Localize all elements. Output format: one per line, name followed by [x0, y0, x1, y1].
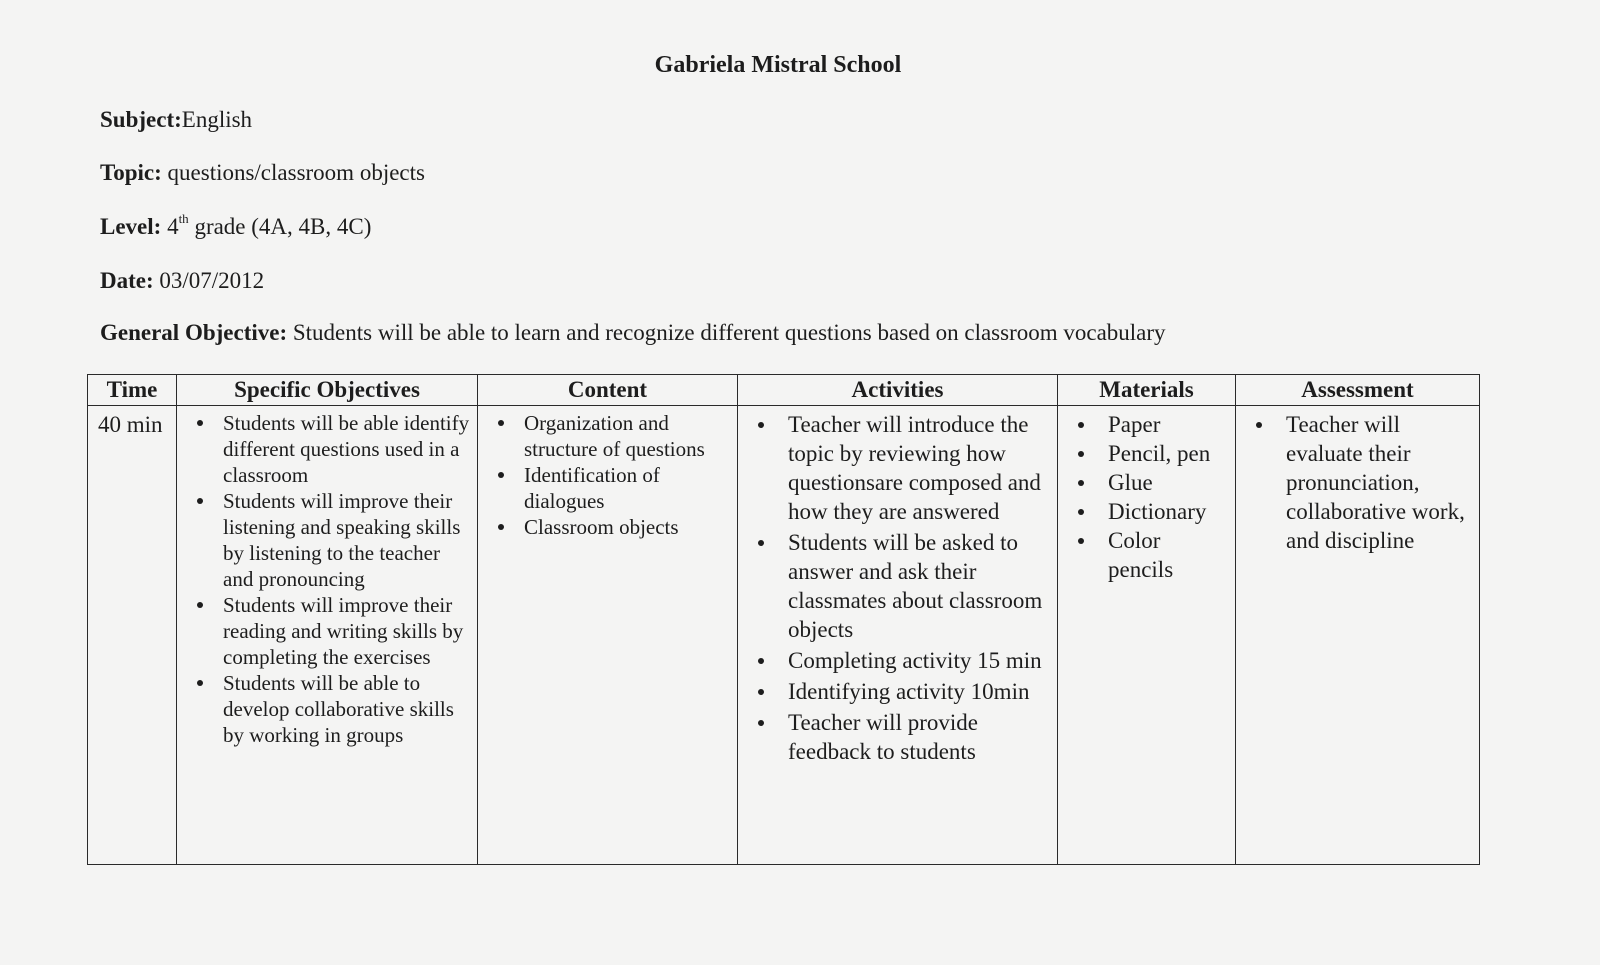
- assessment-cell: [1236, 406, 1480, 865]
- header-activities: Activities: [738, 375, 1058, 406]
- materials-cell: [1058, 406, 1236, 865]
- assessment-list: [1244, 410, 1473, 555]
- general-objective-value: Students will be able to learn and recognize different questions based on classroom vocabulary: [292, 320, 1166, 345]
- list-item: Teacher will provide feedback to students: [746, 708, 1051, 766]
- activities-cell: [738, 406, 1058, 865]
- list-item: Students will improve their listening and speaking skills by listening to the teacher and pronouncing: [185, 488, 471, 592]
- subject-label: Subject:: [100, 107, 182, 132]
- content-list: [486, 410, 731, 540]
- list-item: Paper: [1066, 410, 1229, 439]
- table-header-row: [88, 375, 1480, 406]
- header-assessment: Assessment: [1236, 375, 1480, 406]
- list-item: Identification of dialogues: [486, 462, 731, 514]
- subject-value: English: [181, 107, 253, 132]
- list-item: Completing activity 15 min: [746, 646, 1051, 675]
- topic-value: questions/classroom objects: [167, 160, 425, 185]
- list-item: Teacher will evaluate their pronunciation, collaborative work, and discipline: [1244, 410, 1473, 555]
- list-item: Pencil, pen: [1066, 439, 1229, 468]
- list-item: Classroom objects: [486, 514, 731, 540]
- list-item: Teacher will introduce the topic by reviewing how questionsare composed and how they are answered: [746, 410, 1051, 526]
- topic-field: [100, 160, 425, 186]
- level-rest: grade (4A, 4B, 4C): [188, 214, 372, 239]
- general-objective-field: [100, 320, 1166, 346]
- list-item: Students will be able to develop collaborative skills by working in groups: [185, 670, 471, 748]
- level-label: Level:: [100, 214, 162, 239]
- list-item: Glue: [1066, 468, 1229, 497]
- list-item: Students will improve their reading and writing skills by completing the exercises: [185, 592, 471, 670]
- list-item: Students will be asked to answer and ask their classmates about classroom objects: [746, 528, 1051, 644]
- activities-list: [746, 410, 1051, 766]
- lesson-plan-table: [87, 374, 1480, 865]
- header-time: Time: [88, 375, 177, 406]
- general-objective-label: General Objective:: [100, 320, 288, 345]
- time-cell: 40 min: [88, 406, 177, 865]
- subject-field: [100, 107, 252, 133]
- list-item: Identifying activity 10min: [746, 677, 1051, 706]
- specific-objectives-list: [185, 410, 471, 748]
- materials-list: [1066, 410, 1229, 584]
- header-content: Content: [478, 375, 738, 406]
- list-item: Organization and structure of questions: [486, 410, 731, 462]
- list-item: Color pencils: [1066, 526, 1229, 584]
- school-title: Gabriela Mistral School: [654, 52, 902, 78]
- date-label: Date:: [100, 268, 154, 293]
- specific-objectives-cell: [177, 406, 478, 865]
- level-field: [100, 211, 372, 240]
- date-value: 03/07/2012: [159, 268, 265, 293]
- content-cell: [478, 406, 738, 865]
- list-item: Students will be able identify different questions used in a classroom: [185, 410, 471, 488]
- level-ordinal: th: [178, 211, 189, 226]
- date-field: [100, 268, 264, 294]
- list-item: Dictionary: [1066, 497, 1229, 526]
- level-number: 4: [167, 214, 179, 239]
- topic-label: Topic:: [100, 160, 162, 185]
- table-row: [88, 406, 1480, 865]
- header-specific-objectives: Specific Objectives: [177, 375, 478, 406]
- header-materials: Materials: [1058, 375, 1236, 406]
